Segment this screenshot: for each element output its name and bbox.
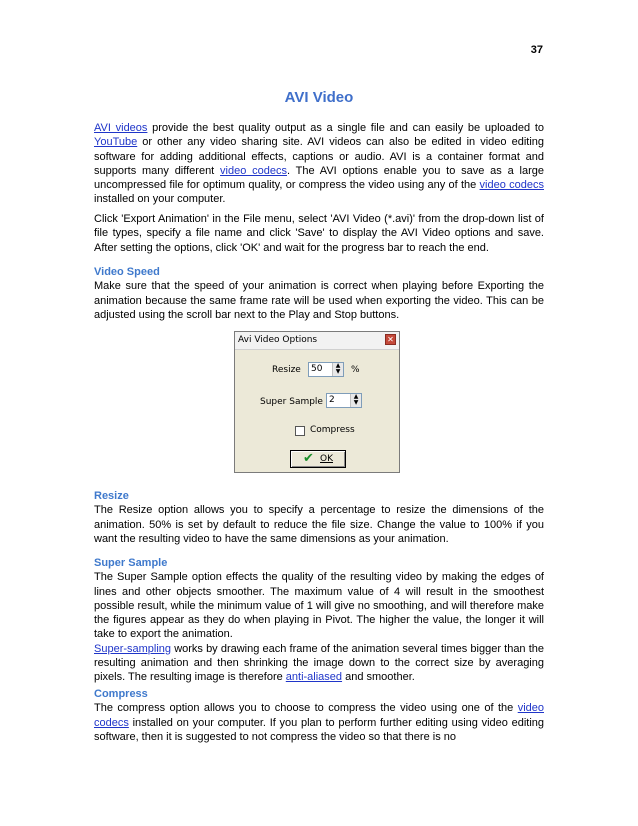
super-sample-text-3: and smoother. <box>342 671 415 684</box>
resize-label: Resize <box>272 365 301 375</box>
compress-text-2: installed on your computer. If you plan to perform further editing using video editing software, then it is suggested to not compress the video so that there is no <box>94 716 544 743</box>
compress-heading: Compress <box>94 688 148 700</box>
video-speed-section <box>94 265 544 322</box>
video-codecs-link-2[interactable]: video codecs <box>479 179 544 192</box>
dialog-title: Avi Video Options <box>238 335 318 345</box>
super-sample-text: The Super Sample option effects the quality of the resulting video by making the edges of lines and other objects smoother. The maximum value of 4 will result in the smoothest possible result, while the minimum value of 1 will give no smoothing, and will therefore make the figures appear as they do when playing in Pivot. The higher the value, the longer it will take to export the animation. <box>94 571 544 641</box>
intro-text-4: installed on your computer. <box>94 193 226 206</box>
super-sample-section <box>94 556 544 685</box>
super-sample-spinner[interactable] <box>326 393 362 408</box>
anti-aliased-link[interactable]: anti-aliased <box>285 671 343 684</box>
avi-videos-link[interactable]: AVI videos <box>94 122 148 134</box>
avi-video-options-dialog <box>234 331 400 473</box>
super-sample-text-2: works by drawing each frame of the animation several times bigger than the resulting animation and then shrinking the image down to the correct size by averaging pixels. The resulting image is therefore <box>94 642 544 684</box>
close-icon[interactable]: ✕ <box>385 334 396 345</box>
intro-text-1: provide the best quality output as a single file and can easily be uploaded to <box>147 122 544 134</box>
export-instructions-text: Click 'Export Animation' in the File menu, select 'AVI Video (*.avi)' from the drop-down list of file types, specify a file name and click 'Save' to display the AVI Video options and save. After setting the options, click 'OK' and wait for the progress bar to reach the end. <box>94 213 544 254</box>
super-sample-value: 2 <box>329 395 335 405</box>
super-sample-label: Super Sample <box>260 397 323 407</box>
resize-text: The Resize option allows you to specify a percentage to resize the dimensions of the animation. 50% is set by default to reduce the file size. Change the value to 100% if you want the resulting video to have the same dimensions as your animation. <box>94 504 544 545</box>
checkmark-icon: ✔ <box>303 451 314 466</box>
compress-checkbox[interactable] <box>295 426 305 436</box>
dialog-titlebar <box>235 332 399 350</box>
spinner-arrows-icon[interactable]: ▲ ▼ <box>332 363 343 376</box>
video-speed-text: Make sure that the speed of your animation is correct when playing before Exporting the animation because the same frame rate will be used when exporting the video. This can be adjusted using the scroll bar next to the Play and Stop buttons. <box>94 280 544 321</box>
resize-section <box>94 489 544 546</box>
video-codecs-link-3[interactable]: video codecs <box>94 702 544 729</box>
compress-text-1: The compress option allows you to choose to compress the video using one of the <box>94 702 518 715</box>
ok-button-label: OK <box>320 454 333 464</box>
video-codecs-link[interactable]: video codecs <box>220 164 287 177</box>
resize-value: 50 <box>311 364 323 374</box>
ok-button[interactable] <box>290 450 346 468</box>
resize-unit: % <box>351 365 360 375</box>
compress-section <box>94 687 544 744</box>
youtube-link[interactable]: YouTube <box>94 136 138 149</box>
intro-paragraph <box>94 121 544 207</box>
spinner-arrows-icon[interactable]: ▲ ▼ <box>350 394 361 407</box>
resize-spinner[interactable] <box>308 362 344 377</box>
intro-text-2: or other any video sharing site. AVI videos can also be edited in video editing software for adding additional effects, captions or audio. AVI is a container format and supports many different <box>94 136 544 177</box>
super-sample-heading: Super Sample <box>94 557 168 569</box>
intro-text-3: . The AVI options enable you to save as a large uncompressed file for optimum quality, or compress the video using any of the <box>94 164 544 192</box>
video-speed-heading: Video Speed <box>94 266 160 278</box>
page-number: 37 <box>530 44 543 56</box>
page-title: AVI Video <box>284 89 354 106</box>
compress-label: Compress <box>310 425 355 435</box>
resize-heading: Resize <box>94 490 129 502</box>
super-sampling-link[interactable]: Super-sampling <box>94 642 172 655</box>
export-instructions <box>94 212 544 255</box>
